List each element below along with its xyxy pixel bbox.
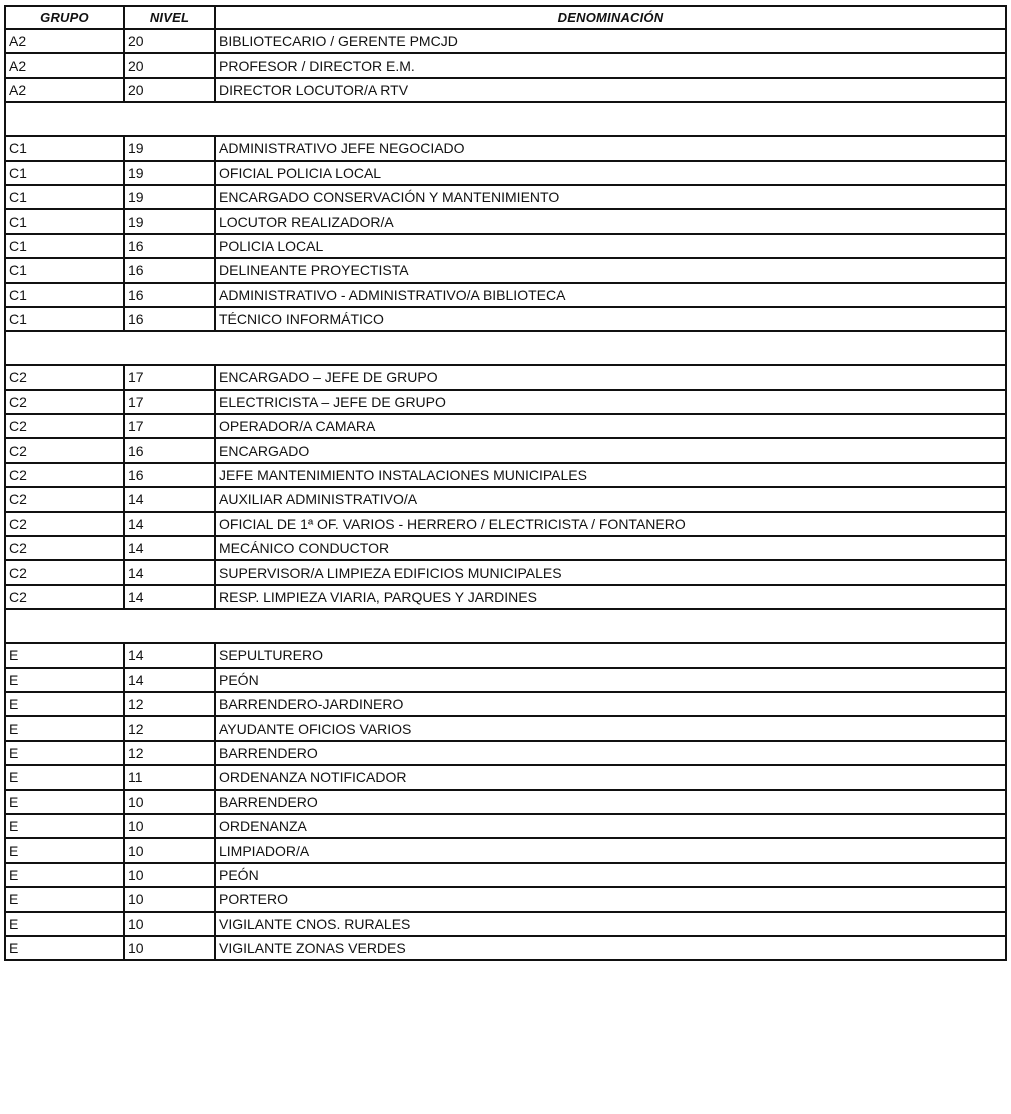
cell-denominacion: ADMINISTRATIVO - ADMINISTRATIVO/A BIBLIOTECA — [215, 283, 1006, 307]
table-row — [5, 765, 1006, 789]
cell-grupo: E — [5, 887, 124, 911]
cell-denominacion: ENCARGADO — [215, 438, 1006, 462]
table-row — [5, 585, 1006, 609]
cell-denominacion: AYUDANTE OFICIOS VARIOS — [215, 716, 1006, 740]
cell-denominacion: ENCARGADO CONSERVACIÓN Y MANTENIMIENTO — [215, 185, 1006, 209]
table-row — [5, 912, 1006, 936]
cell-nivel: 12 — [124, 741, 215, 765]
cell-denominacion: BARRENDERO — [215, 741, 1006, 765]
table-row — [5, 185, 1006, 209]
cell-grupo: C1 — [5, 307, 124, 331]
cell-nivel: 10 — [124, 838, 215, 862]
table-row — [5, 307, 1006, 331]
cell-denominacion: TÉCNICO INFORMÁTICO — [215, 307, 1006, 331]
cell-denominacion: RESP. LIMPIEZA VIARIA, PARQUES Y JARDINES — [215, 585, 1006, 609]
cell-nivel: 10 — [124, 936, 215, 960]
cell-denominacion: VIGILANTE ZONAS VERDES — [215, 936, 1006, 960]
cell-denominacion: OFICIAL POLICIA LOCAL — [215, 161, 1006, 185]
table-row — [5, 741, 1006, 765]
cell-nivel: 14 — [124, 560, 215, 584]
cell-nivel: 20 — [124, 78, 215, 102]
cell-nivel: 16 — [124, 463, 215, 487]
cell-nivel: 19 — [124, 209, 215, 233]
cell-nivel: 19 — [124, 161, 215, 185]
table-row — [5, 365, 1006, 389]
cell-denominacion: BIBLIOTECARIO / GERENTE PMCJD — [215, 29, 1006, 53]
cell-grupo: E — [5, 790, 124, 814]
cell-denominacion: SEPULTURERO — [215, 643, 1006, 667]
table-row — [5, 161, 1006, 185]
cell-grupo: C2 — [5, 560, 124, 584]
cell-grupo: C1 — [5, 136, 124, 160]
cell-grupo: A2 — [5, 78, 124, 102]
section-spacer-row — [5, 102, 1006, 136]
cell-grupo: E — [5, 814, 124, 838]
cell-grupo: C1 — [5, 209, 124, 233]
header-nivel: NIVEL — [124, 6, 215, 29]
cell-grupo: C1 — [5, 185, 124, 209]
cell-nivel: 12 — [124, 716, 215, 740]
cell-denominacion: BARRENDERO-JARDINERO — [215, 692, 1006, 716]
cell-grupo: E — [5, 741, 124, 765]
cell-nivel: 14 — [124, 487, 215, 511]
cell-denominacion: JEFE MANTENIMIENTO INSTALACIONES MUNICIPALES — [215, 463, 1006, 487]
cell-grupo: C2 — [5, 414, 124, 438]
cell-nivel: 10 — [124, 814, 215, 838]
table-row — [5, 390, 1006, 414]
cell-denominacion: BARRENDERO — [215, 790, 1006, 814]
table-row — [5, 692, 1006, 716]
table-row — [5, 536, 1006, 560]
table-row — [5, 258, 1006, 282]
cell-nivel: 11 — [124, 765, 215, 789]
cell-denominacion: VIGILANTE CNOS. RURALES — [215, 912, 1006, 936]
cell-nivel: 16 — [124, 234, 215, 258]
cell-grupo: C1 — [5, 161, 124, 185]
cell-grupo: E — [5, 936, 124, 960]
cell-denominacion: ORDENANZA NOTIFICADOR — [215, 765, 1006, 789]
cell-grupo: E — [5, 668, 124, 692]
cell-grupo: E — [5, 912, 124, 936]
table-row — [5, 838, 1006, 862]
table-row — [5, 438, 1006, 462]
cell-grupo: E — [5, 863, 124, 887]
cell-denominacion: ELECTRICISTA – JEFE DE GRUPO — [215, 390, 1006, 414]
table-body — [5, 29, 1006, 960]
cell-grupo: A2 — [5, 29, 124, 53]
cell-nivel: 12 — [124, 692, 215, 716]
cell-nivel: 10 — [124, 912, 215, 936]
cell-denominacion: PEÓN — [215, 863, 1006, 887]
header-grupo: GRUPO — [5, 6, 124, 29]
cell-nivel: 14 — [124, 585, 215, 609]
cell-nivel: 16 — [124, 283, 215, 307]
table-row — [5, 814, 1006, 838]
cell-nivel: 14 — [124, 643, 215, 667]
table-row — [5, 887, 1006, 911]
positions-table — [4, 5, 1007, 961]
table-row — [5, 78, 1006, 102]
cell-denominacion: ADMINISTRATIVO JEFE NEGOCIADO — [215, 136, 1006, 160]
cell-grupo: E — [5, 765, 124, 789]
table-row — [5, 716, 1006, 740]
header-row — [5, 6, 1006, 29]
table-row — [5, 560, 1006, 584]
cell-denominacion: OFICIAL DE 1ª OF. VARIOS - HERRERO / ELECTRICISTA / FONTANERO — [215, 512, 1006, 536]
cell-nivel: 19 — [124, 136, 215, 160]
cell-nivel: 16 — [124, 258, 215, 282]
cell-grupo: C2 — [5, 536, 124, 560]
cell-nivel: 17 — [124, 365, 215, 389]
cell-grupo: C2 — [5, 390, 124, 414]
cell-grupo: E — [5, 692, 124, 716]
cell-denominacion: POLICIA LOCAL — [215, 234, 1006, 258]
table-row — [5, 668, 1006, 692]
section-spacer-cell — [5, 102, 1006, 136]
section-spacer-row — [5, 331, 1006, 365]
table-row — [5, 136, 1006, 160]
table-row — [5, 790, 1006, 814]
cell-nivel: 20 — [124, 29, 215, 53]
cell-nivel: 19 — [124, 185, 215, 209]
cell-grupo: C2 — [5, 512, 124, 536]
cell-nivel: 10 — [124, 887, 215, 911]
cell-denominacion: OPERADOR/A CAMARA — [215, 414, 1006, 438]
cell-denominacion: DIRECTOR LOCUTOR/A RTV — [215, 78, 1006, 102]
cell-grupo: C2 — [5, 463, 124, 487]
cell-grupo: A2 — [5, 53, 124, 77]
cell-denominacion: PORTERO — [215, 887, 1006, 911]
cell-grupo: E — [5, 838, 124, 862]
cell-grupo: C1 — [5, 283, 124, 307]
cell-grupo: C2 — [5, 487, 124, 511]
table-row — [5, 209, 1006, 233]
cell-grupo: E — [5, 643, 124, 667]
cell-denominacion: SUPERVISOR/A LIMPIEZA EDIFICIOS MUNICIPALES — [215, 560, 1006, 584]
cell-grupo: C1 — [5, 258, 124, 282]
cell-nivel: 14 — [124, 536, 215, 560]
cell-denominacion: DELINEANTE PROYECTISTA — [215, 258, 1006, 282]
cell-grupo: C2 — [5, 585, 124, 609]
table-row — [5, 863, 1006, 887]
cell-nivel: 17 — [124, 390, 215, 414]
table-row — [5, 234, 1006, 258]
table-row — [5, 512, 1006, 536]
cell-denominacion: ENCARGADO – JEFE DE GRUPO — [215, 365, 1006, 389]
section-spacer-cell — [5, 331, 1006, 365]
cell-grupo: C2 — [5, 438, 124, 462]
table-row — [5, 414, 1006, 438]
table-row — [5, 936, 1006, 960]
cell-nivel: 10 — [124, 790, 215, 814]
cell-grupo: C1 — [5, 234, 124, 258]
cell-nivel: 17 — [124, 414, 215, 438]
cell-nivel: 14 — [124, 668, 215, 692]
cell-grupo: C2 — [5, 365, 124, 389]
header-denominacion: DENOMINACIÓN — [215, 6, 1006, 29]
section-spacer-cell — [5, 609, 1006, 643]
table-header — [5, 6, 1006, 29]
section-spacer-row — [5, 609, 1006, 643]
table-row — [5, 643, 1006, 667]
table-row — [5, 283, 1006, 307]
cell-denominacion: PROFESOR / DIRECTOR E.M. — [215, 53, 1006, 77]
cell-denominacion: AUXILIAR ADMINISTRATIVO/A — [215, 487, 1006, 511]
cell-grupo: E — [5, 716, 124, 740]
cell-nivel: 10 — [124, 863, 215, 887]
cell-nivel: 16 — [124, 307, 215, 331]
cell-nivel: 14 — [124, 512, 215, 536]
table-row — [5, 29, 1006, 53]
table-row — [5, 487, 1006, 511]
cell-denominacion: ORDENANZA — [215, 814, 1006, 838]
table-row — [5, 53, 1006, 77]
cell-denominacion: PEÓN — [215, 668, 1006, 692]
cell-denominacion: MECÁNICO CONDUCTOR — [215, 536, 1006, 560]
cell-denominacion: LIMPIADOR/A — [215, 838, 1006, 862]
cell-nivel: 16 — [124, 438, 215, 462]
table-row — [5, 463, 1006, 487]
cell-nivel: 20 — [124, 53, 215, 77]
cell-denominacion: LOCUTOR REALIZADOR/A — [215, 209, 1006, 233]
